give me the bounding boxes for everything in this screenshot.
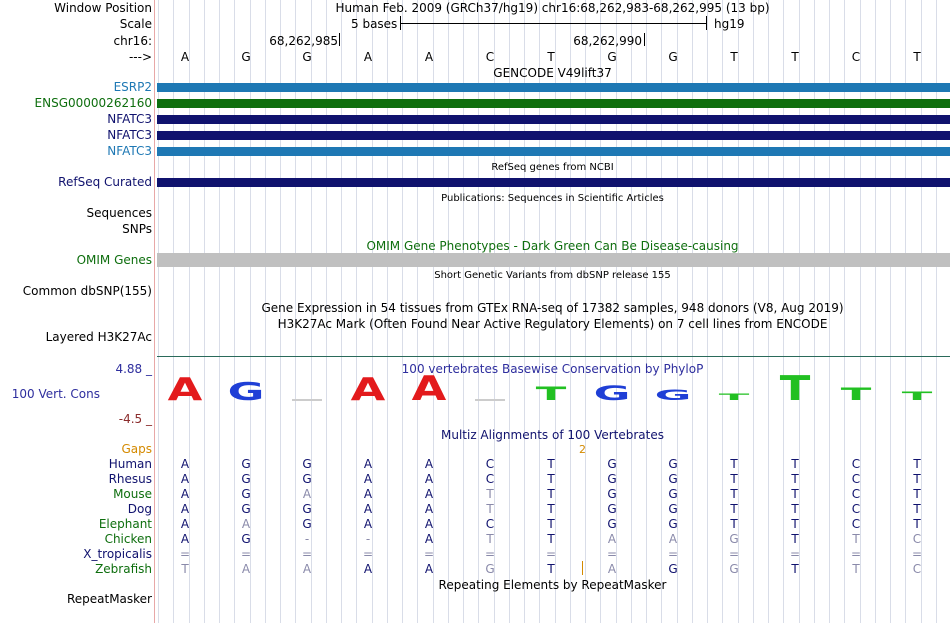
- alignment-base: A: [424, 487, 434, 501]
- alignment-base: T: [547, 487, 555, 501]
- alignment-base: T: [486, 532, 494, 546]
- alignment-base: =: [728, 547, 740, 561]
- alignment-base: T: [913, 502, 921, 516]
- alignment-base: A: [180, 472, 190, 486]
- species-label[interactable]: Dog: [127, 502, 152, 516]
- alignment-base: C: [851, 457, 861, 471]
- alignment-base: G: [607, 517, 617, 531]
- alignment-base: =: [362, 547, 374, 561]
- phylop-max-label: 4.88 _: [115, 362, 152, 376]
- alignment-base: T: [486, 502, 494, 516]
- alignment-base: G: [241, 472, 251, 486]
- alignment-base: A: [424, 532, 434, 546]
- base-letter: T: [730, 50, 738, 64]
- alignment-base: T: [730, 502, 738, 516]
- phylop-min-label: -4.5 _: [118, 412, 152, 426]
- alignment-base: T: [913, 472, 921, 486]
- alignment-base: G: [668, 457, 678, 471]
- alignment-base: T: [730, 517, 738, 531]
- alignment-base: G: [302, 502, 312, 516]
- base-letter: A: [180, 50, 190, 64]
- scale-label: Scale: [119, 17, 152, 31]
- base-letter: G: [607, 50, 617, 64]
- scale-bar-right-cap: [706, 16, 707, 30]
- gencode-track-label[interactable]: NFATC3: [107, 144, 152, 158]
- alignment-base: G: [668, 502, 678, 516]
- species-label[interactable]: Chicken: [104, 532, 152, 546]
- alignment-base: A: [180, 487, 190, 501]
- alignment-base: A: [363, 487, 373, 501]
- alignment-base: C: [851, 502, 861, 516]
- alignment-base: =: [667, 547, 679, 561]
- window-position-value[interactable]: Human Feb. 2009 (GRCh37/hg19) chr16:68,262,983-68,262,995 (13 bp): [335, 1, 770, 15]
- alignment-base: =: [606, 547, 618, 561]
- alignment-base: A: [180, 532, 190, 546]
- gencode-gene-bar[interactable]: [157, 115, 950, 124]
- phylop-logo-letter: A: [411, 374, 447, 408]
- alignment-base: A: [607, 532, 617, 546]
- alignment-base: T: [791, 487, 799, 501]
- alignment-base: =: [484, 547, 496, 561]
- alignment-base: =: [301, 547, 313, 561]
- alignment-base: A: [424, 562, 434, 576]
- alignment-base: G: [607, 457, 617, 471]
- phylop-logo-letter: T: [840, 384, 872, 404]
- alignment-base: A: [424, 517, 434, 531]
- gencode-track-label[interactable]: NFATC3: [107, 128, 152, 142]
- alignment-base: A: [180, 502, 190, 516]
- alignment-base: T: [730, 472, 738, 486]
- gencode-gene-bar[interactable]: [157, 131, 950, 140]
- position-left-tick: [339, 33, 340, 46]
- alignment-base: A: [607, 562, 617, 576]
- alignment-base: G: [668, 472, 678, 486]
- alignment-base: T: [852, 562, 860, 576]
- alignment-base: C: [851, 487, 861, 501]
- dbsnp-label[interactable]: Common dbSNP(155): [22, 284, 152, 298]
- species-label[interactable]: Elephant: [98, 517, 152, 531]
- species-label[interactable]: Mouse: [113, 487, 152, 501]
- gaps-value: 2: [579, 443, 586, 456]
- gaps-label: Gaps: [121, 442, 152, 456]
- alignment-base: A: [241, 562, 251, 576]
- alignment-base: C: [485, 517, 495, 531]
- alignment-base: T: [547, 532, 555, 546]
- phylop-title: 100 vertebrates Basewise Conservation by PhyloP: [401, 362, 704, 376]
- species-label[interactable]: X_tropicalis: [83, 547, 152, 561]
- sequences-label[interactable]: Sequences: [86, 206, 152, 220]
- alignment-base: A: [424, 457, 434, 471]
- omim-gene-bar[interactable]: [157, 253, 950, 267]
- alignment-base: T: [791, 562, 799, 576]
- alignment-base: T: [547, 472, 555, 486]
- alignment-base: G: [668, 517, 678, 531]
- alignment-base: C: [851, 517, 861, 531]
- gencode-gene-bar[interactable]: [157, 147, 950, 156]
- phylop-logo-letter: G: [227, 376, 265, 407]
- alignment-base: G: [668, 562, 678, 576]
- window-position-label: Window Position: [54, 1, 152, 15]
- alignment-base: G: [607, 472, 617, 486]
- gtex-title: Gene Expression in 54 tissues from GTEx RNA-seq of 17382 samples, 948 donors (V8, Aug 2019): [261, 301, 844, 315]
- base-letter: G: [302, 50, 312, 64]
- refseq-title: RefSeq genes from NCBI: [491, 162, 614, 173]
- alignment-base: T: [913, 457, 921, 471]
- alignment-base: C: [912, 532, 922, 546]
- species-label[interactable]: Rhesus: [108, 472, 152, 486]
- phylop-label[interactable]: 100 Vert. Cons: [11, 387, 100, 401]
- scale-db-text: hg19: [714, 17, 745, 31]
- dbsnp-title: Short Genetic Variants from dbSNP release 155: [434, 270, 671, 281]
- phylop-logo-letter: T: [779, 374, 811, 408]
- alignment-base: T: [486, 487, 494, 501]
- alignment-base: G: [241, 502, 251, 516]
- alignment-base: C: [485, 457, 495, 471]
- alignment-base: G: [241, 457, 251, 471]
- alignment-base: C: [851, 472, 861, 486]
- snps-label[interactable]: SNPs: [122, 222, 152, 236]
- phylop-logo-letter: T: [718, 392, 750, 403]
- publications-title: Publications: Sequences in Scientific Articles: [441, 193, 664, 204]
- alignment-base: A: [668, 532, 678, 546]
- alignment-base: T: [913, 517, 921, 531]
- alignment-base: G: [241, 487, 251, 501]
- alignment-base: T: [791, 472, 799, 486]
- alignment-base: =: [850, 547, 862, 561]
- alignment-base: T: [791, 457, 799, 471]
- alignment-base: =: [423, 547, 435, 561]
- alignment-base: G: [607, 487, 617, 501]
- phylop-logo-letter: T: [535, 383, 567, 405]
- gencode-track-label[interactable]: ENSG00000262160: [34, 96, 152, 110]
- refseq-gene-bar[interactable]: [157, 178, 950, 187]
- alignment-base: C: [485, 472, 495, 486]
- alignment-base: A: [424, 502, 434, 516]
- alignment-base: T: [547, 562, 555, 576]
- alignment-base: T: [791, 502, 799, 516]
- alignment-base: T: [181, 562, 189, 576]
- scale-bar: [400, 23, 706, 24]
- gencode-track-label[interactable]: ESRP2: [113, 80, 152, 94]
- position-right-tick: [644, 33, 645, 46]
- alignment-base: A: [363, 562, 373, 576]
- base-letter: T: [913, 50, 921, 64]
- alignment-base: -: [365, 532, 371, 546]
- alignment-base: G: [241, 532, 251, 546]
- phylop-logo[interactable]: [155, 374, 950, 408]
- alignment-base: T: [913, 487, 921, 501]
- alignment-base: A: [363, 472, 373, 486]
- phylop-logo-letter: G: [654, 386, 692, 404]
- alignment-base: T: [791, 532, 799, 546]
- scale-bases-text: 5 bases: [351, 17, 398, 31]
- alignment-base: =: [545, 547, 557, 561]
- multiz-title: Multiz Alignments of 100 Vertebrates: [440, 428, 665, 442]
- alignment-base: =: [789, 547, 801, 561]
- alignment-base: G: [485, 562, 495, 576]
- alignment-base: A: [363, 457, 373, 471]
- chrom-label: chr16:: [113, 34, 152, 48]
- alignment-base: =: [911, 547, 923, 561]
- alignment-base: T: [791, 517, 799, 531]
- gencode-gene-bar[interactable]: [157, 83, 950, 92]
- alignment-base: T: [547, 502, 555, 516]
- gencode-track-label[interactable]: NFATC3: [107, 112, 152, 126]
- repeatmasker-title: Repeating Elements by RepeatMasker: [438, 578, 667, 592]
- alignment-base: T: [547, 517, 555, 531]
- alignment-base: A: [363, 517, 373, 531]
- position-right: 68,262,990: [573, 34, 642, 48]
- h3k27ac-label[interactable]: Layered H3K27Ac: [45, 330, 152, 344]
- alignment-base: G: [302, 517, 312, 531]
- alignment-base: G: [302, 472, 312, 486]
- alignment-base: G: [729, 532, 739, 546]
- alignment-base: A: [180, 517, 190, 531]
- repeatmasker-label[interactable]: RepeatMasker: [66, 592, 152, 606]
- alignment-base: T: [852, 532, 860, 546]
- base-letter: T: [547, 50, 555, 64]
- base-letter: A: [363, 50, 373, 64]
- position-left: 68,262,985: [269, 34, 338, 48]
- h3k27ac-baseline: [157, 356, 950, 357]
- phylop-logo-letter: A: [167, 374, 203, 408]
- alignment-base: T: [730, 457, 738, 471]
- alignment-base: G: [302, 457, 312, 471]
- phylop-logo-letter: T: [901, 389, 933, 403]
- alignment-base: G: [729, 562, 739, 576]
- alignment-base: A: [302, 562, 312, 576]
- refseq-label[interactable]: RefSeq Curated: [58, 175, 152, 189]
- base-letter: T: [791, 50, 799, 64]
- alignment-base: =: [240, 547, 252, 561]
- alignment-base: =: [179, 547, 191, 561]
- base-letter: G: [668, 50, 678, 64]
- base-letter: C: [851, 50, 861, 64]
- alignment-base: T: [547, 457, 555, 471]
- alignment-base: T: [730, 487, 738, 501]
- alignment-base: G: [668, 487, 678, 501]
- base-letter: C: [485, 50, 495, 64]
- alignment-base: A: [363, 502, 373, 516]
- alignment-base: A: [241, 517, 251, 531]
- alignment-base: G: [607, 502, 617, 516]
- phylop-logo-letter: G: [593, 382, 631, 406]
- omim-label[interactable]: OMIM Genes: [76, 253, 152, 267]
- phylop-logo-letter: A: [350, 374, 386, 408]
- base-letter: A: [424, 50, 434, 64]
- strand-label: --->: [128, 50, 152, 64]
- gencode-gene-bar[interactable]: [157, 99, 950, 108]
- omim-title: OMIM Gene Phenotypes - Dark Green Can Be Disease-causing: [366, 239, 739, 253]
- species-label[interactable]: Zebrafish: [95, 562, 152, 576]
- gencode-title: GENCODE V49lift37: [493, 66, 612, 80]
- h3k27ac-title: H3K27Ac Mark (Often Found Near Active Regulatory Elements) on 7 cell lines from ENCODE: [277, 317, 828, 331]
- alignment-base: A: [424, 472, 434, 486]
- gap-marker: [582, 561, 583, 575]
- alignment-base: A: [302, 487, 312, 501]
- alignment-base: A: [180, 457, 190, 471]
- base-letter: G: [241, 50, 251, 64]
- alignment-base: C: [912, 562, 922, 576]
- species-label[interactable]: Human: [108, 457, 152, 471]
- alignment-base: -: [304, 532, 310, 546]
